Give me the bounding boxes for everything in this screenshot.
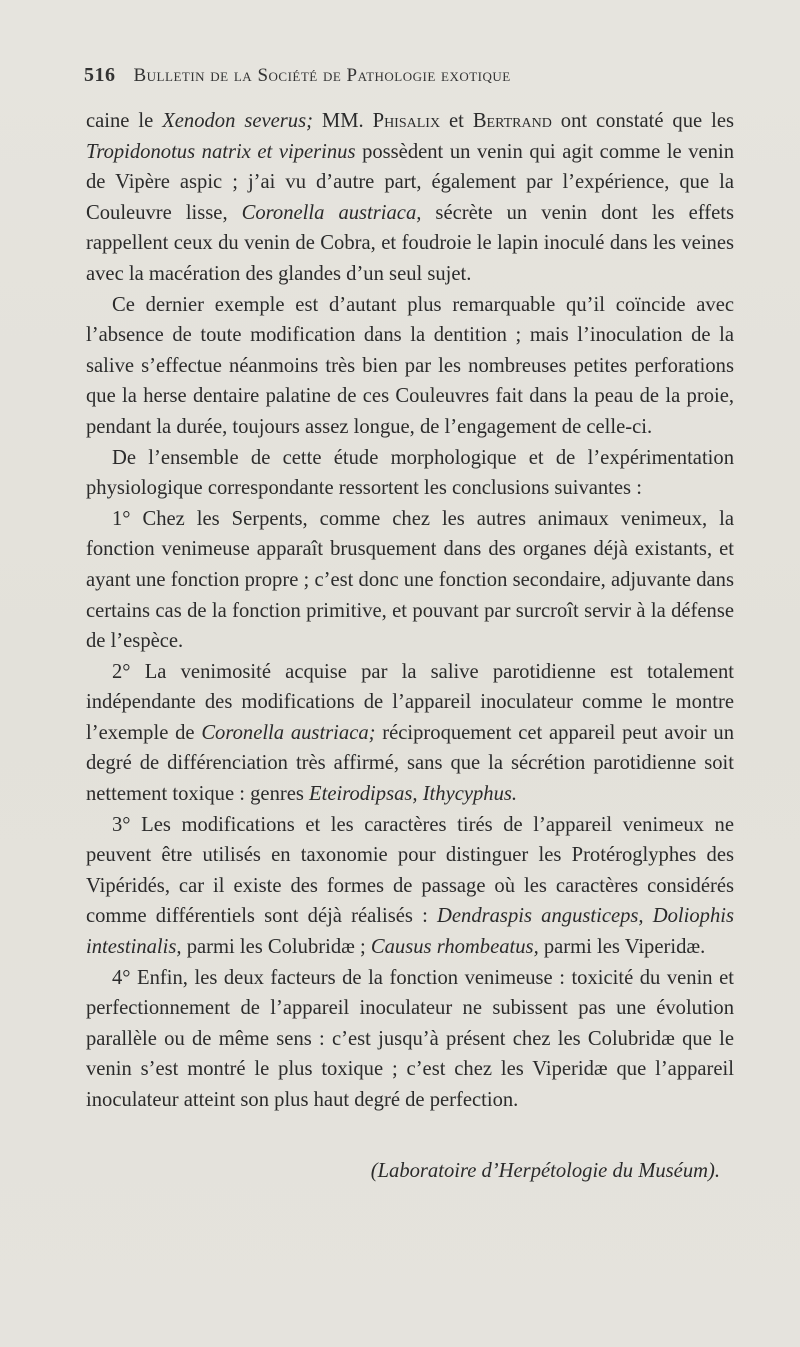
conclusion-1: 1° Chez les Serpents, comme chez les autres animaux venimeux, la fonction venimeuse apparaît brusquement dans des organes déjà existants, et ayant une fonction propre ; c’est donc une fonction secondaire, adjuvante dans certains cas de la fonction primitive, et pouvant par surcroît servir à la défense de l’espèce. [86, 507, 734, 653]
conclusion-4: 4° Enfin, les deux facteurs de la fonction venimeuse : toxicité du venin et perfectionnement de l’appareil inoculateur ne subissent pas une évolution parallèle ou de même sens : c’est jusqu’à présent chez les Colubridæ que le venin s’est montré le plus toxique ; c’est chez les Viperidæ que l’appareil inoculateur atteint son plus haut degré de perfection. [86, 966, 734, 1111]
author-name: Phisalix [372, 110, 441, 132]
running-head [84, 64, 744, 98]
species-name: Tropidonotus natrix et viperinus [86, 140, 356, 163]
article-body [86, 106, 734, 1116]
text-run: et [440, 110, 473, 132]
genus-names: Eteirodipsas, Ithycyphus. [309, 783, 518, 806]
page-number: 516 [84, 64, 116, 86]
text-run: ont constaté que les [551, 110, 734, 132]
conclusion-3 [86, 810, 734, 963]
text-run: sécrète un venin dont les effets rappellent ceux du venin de Cobra, et foudroie le lapin inoculé dans les veines avec la macération des glandes d’un seul sujet. [86, 201, 734, 285]
author-name: Bertrand [472, 110, 552, 132]
species-name: Coronella austriaca; [201, 721, 376, 744]
paragraph: Ce dernier exemple est d’autant plus remarquable qu’il coïncide avec l’absence de toute modification dans la dentition ; mais l’inoculation de la salive s’effectue néanmoins très bien par les nombreuses petites perforations que la herse dentaire palatine de ces Couleuvres fait dans la peau de la proie, pendant la durée, toujours assez longue, de l’engagement de celle-ci. [86, 293, 734, 438]
paragraph-continued [86, 106, 734, 290]
text-run: caine le [86, 110, 163, 132]
paragraph: De l’ensemble de cette étude morphologique et de l’expérimentation physiologique correspondante ressortent les conclusions suivantes : [86, 446, 734, 500]
text-run: parmi les Colubridæ ; [181, 936, 371, 959]
species-name: Coronella austriaca, [241, 201, 422, 224]
conclusion-2 [86, 657, 734, 810]
species-name: Dendraspis angusticeps, Doliophis intestinalis, [86, 905, 734, 959]
laboratory-credit: (Laboratoire d’Herpétologie du Muséum). [370, 1160, 720, 1182]
text-run: 3° Les modifications et les caractères tirés de l’appareil venimeux ne peuvent être utilisés en taxonomie pour distinguer les Protéroglyphes des Vipéridés, car il existe des formes de passage où les caractères considérés comme différentiels sont déjà réalisés : [86, 813, 734, 928]
text-run: réciproquement cet appareil peut avoir un degré de différenciation très affirmé, sans que la sécrétion parotidienne soit nettement toxique : genres [86, 721, 734, 806]
text-run: MM. [312, 110, 373, 132]
species-name: Xenodon severus; [162, 110, 313, 132]
journal-title: Bulletin de la Société de Pathologie exotique [133, 65, 511, 86]
text-run: 2° La venimosité acquise par la salive parotidienne est totalement indépendante des modifications de l’appareil inoculateur comme le montre l’exemple de [86, 660, 734, 744]
text-run: parmi les Viperidæ. [538, 936, 706, 959]
text-run: possèdent un venin qui agit comme le venin de Vipère aspic ; j’ai vu d’autre part, également par l’expérience, que la Couleuvre lisse, [86, 140, 734, 224]
species-name: Causus rhombeatus, [370, 936, 539, 959]
